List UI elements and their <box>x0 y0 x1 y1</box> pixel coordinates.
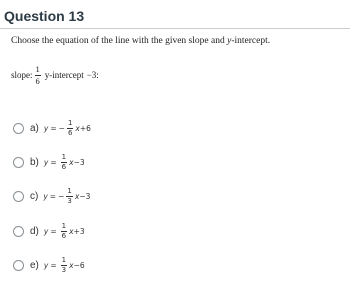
radio-button[interactable] <box>13 226 24 237</box>
equation-sign: − <box>58 191 65 201</box>
option-equation <box>44 154 85 171</box>
answer-option[interactable] <box>13 185 90 207</box>
option-letter: e) <box>30 259 39 271</box>
equation-constant: +6 <box>79 123 91 133</box>
equation-sign: − <box>58 123 65 133</box>
equation-variable: x <box>69 157 74 167</box>
equation-denominator: 6 <box>67 128 73 137</box>
equation-equals: = <box>50 260 57 270</box>
equation-constant: −3 <box>79 191 91 201</box>
instruction-text-start: Choose the equation of the line with the given slope and <box>11 36 228 46</box>
slope-label: slope: <box>11 70 33 80</box>
answer-option[interactable] <box>13 151 85 173</box>
answer-option[interactable] <box>13 220 85 242</box>
equation-constant: −3 <box>73 157 85 167</box>
instruction-variable: y <box>227 36 232 46</box>
option-letter: b) <box>30 156 39 168</box>
radio-button[interactable] <box>13 260 24 271</box>
equation-equals: = <box>50 123 57 133</box>
slope-denominator: 6 <box>35 75 40 86</box>
intercept-value: −3: <box>86 70 99 80</box>
question-title: Question 13 <box>4 8 85 24</box>
equation-lhs: y <box>43 157 49 167</box>
answer-option[interactable] <box>13 254 85 276</box>
equation-numerator: 1 <box>67 186 72 195</box>
option-equation <box>44 257 85 274</box>
equation-fraction <box>67 120 73 137</box>
equation-numerator: 1 <box>61 152 67 161</box>
equation-fraction <box>61 223 67 240</box>
radio-button[interactable] <box>13 157 24 168</box>
equation-lhs: y <box>43 260 49 270</box>
option-equation <box>43 188 90 205</box>
given-slope-intercept <box>11 64 99 86</box>
equation-equals: = <box>50 157 57 167</box>
equation-variable: x <box>75 123 80 133</box>
question-instruction <box>11 36 270 46</box>
option-letter: d) <box>30 225 39 237</box>
option-letter: c) <box>30 190 39 202</box>
instruction-text-end: -intercept. <box>231 36 271 46</box>
equation-lhs: y <box>43 123 49 133</box>
radio-button[interactable] <box>13 191 24 202</box>
option-letter: a) <box>30 122 39 134</box>
option-equation <box>44 223 85 240</box>
equation-denominator: 6 <box>61 162 67 171</box>
equation-numerator: 1 <box>61 255 67 264</box>
equation-variable: x <box>69 226 74 236</box>
equation-lhs: y <box>43 191 48 201</box>
slope-numerator: 1 <box>35 64 40 74</box>
slope-fraction <box>35 65 41 85</box>
equation-denominator: 3 <box>61 265 67 274</box>
equation-constant: +3 <box>73 226 85 236</box>
intercept-label: y-intercept <box>44 70 84 80</box>
title-divider <box>0 28 350 29</box>
equation-variable: x <box>74 191 80 201</box>
equation-numerator: 1 <box>61 221 67 230</box>
equation-numerator: 1 <box>67 118 73 127</box>
equation-denominator: 3 <box>67 196 72 205</box>
equation-equals: = <box>50 226 57 236</box>
equation-fraction <box>61 257 67 274</box>
equation-constant: −6 <box>73 260 85 270</box>
equation-denominator: 6 <box>61 231 67 240</box>
equation-lhs: y <box>43 226 49 236</box>
answer-option[interactable] <box>13 117 91 139</box>
equation-fraction <box>61 154 67 171</box>
option-equation <box>44 120 91 137</box>
equation-variable: x <box>69 260 74 270</box>
equation-equals: = <box>49 191 57 201</box>
radio-button[interactable] <box>13 123 24 134</box>
equation-fraction <box>66 188 72 205</box>
